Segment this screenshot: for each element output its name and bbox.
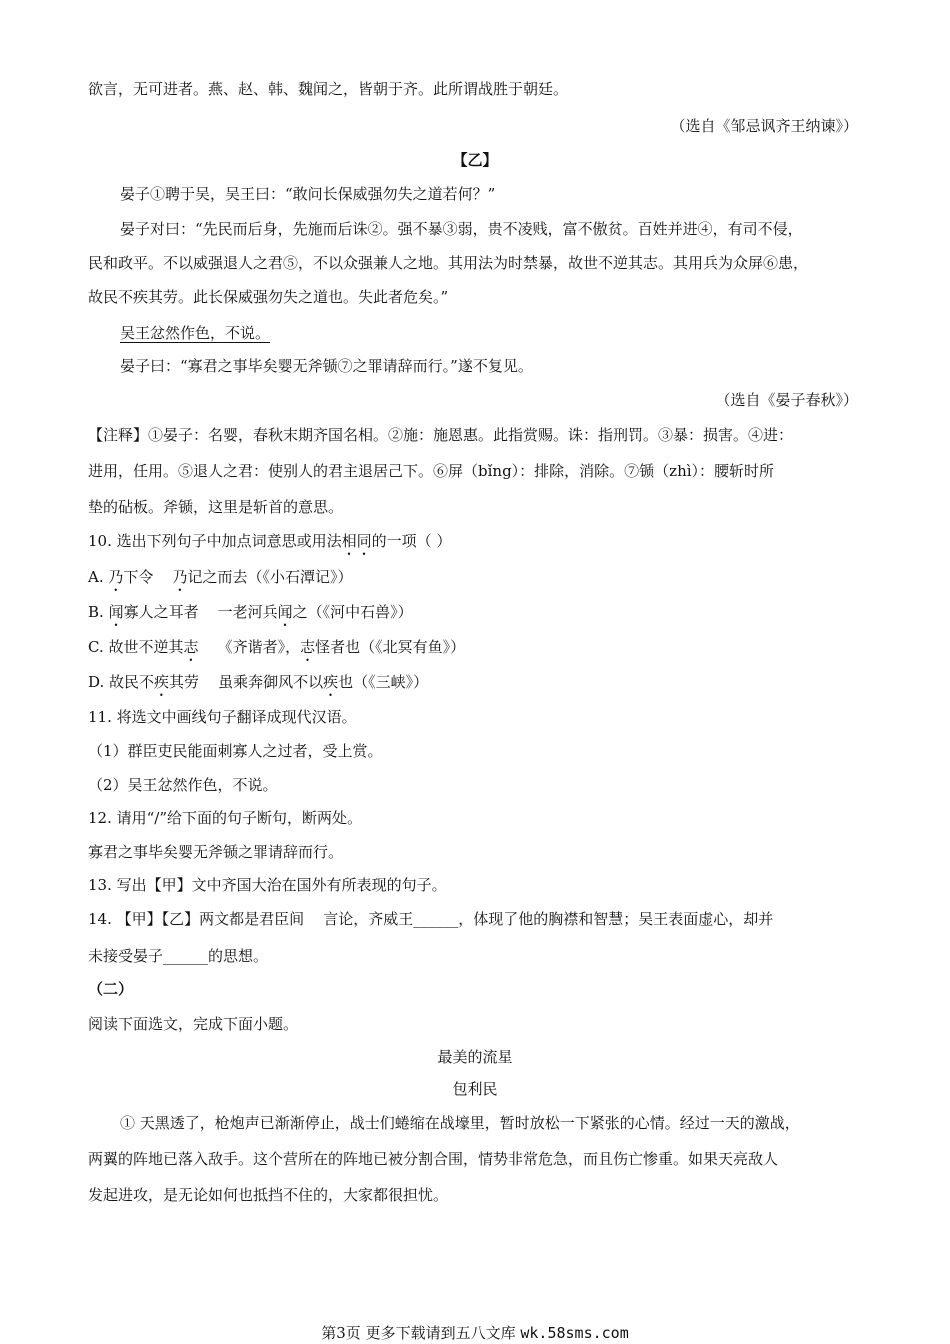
article-title: 最美的流星 [437,1048,513,1066]
source-yi: （选自《晏子春秋》） [715,391,858,409]
question-12-text: 寡君之事毕矣婴无斧锧之罪请辞而行。 [88,843,344,861]
question-11-sentence-1: （1）群臣吏民能面刺寡人之过者，受上赏。 [88,742,383,760]
yi-paragraph-2-line-3: 故民不疾其劳。此长保威强勿失之道也。失此者危矣。” [88,288,449,306]
footer-site-link[interactable]: wk.58sms.com [520,1324,629,1342]
question-14-line-2: 未接受晏子______的思想。 [88,947,269,965]
notes-line-2: 进用，任用。⑤退人之君：使别人的君主退居己下。⑥屏（bǐng）：排除，消除。⑦锧（zhì）：腰斩时所 [88,462,775,480]
question-10-option-c: C. 故世不逆其志 《齐谐者》，志怪者也（《北冥有鱼》） [88,638,466,656]
passage-jia-tail: 欲言，无可进者。燕、赵、韩、魏闻之，皆朝于齐。此所谓战胜于朝廷。 [88,80,569,98]
question-10-option-a: A. 乃下令 乃记之而去（《小石潭记》） [88,568,353,586]
article-paragraph-1-line-2: 两翼的阵地已落入敌手。这个营所在的阵地已被分割合围，情势非常危急，而且伤亡惨重。如果天亮敌人 [88,1150,779,1168]
section-heading-yi: 【乙】 [452,151,498,169]
yi-paragraph-3-underlined: 吴王忿然作色，不说。 [120,324,271,342]
yi-paragraph-2-line-2: 民和政平。不以威强退人之君⑤，不以众强兼人之地。其用法为时禁暴，故世不逆其志。其用兵为众屏⑥患， [88,254,809,272]
notes-line-1: 【注释】①晏子：名婴，春秋末期齐国名相。②施：施恩惠。此指赏赐。诛：指刑罚。③暴：损害。④进： [88,426,794,444]
section-2-label: （二） [88,980,134,998]
question-11-sentence-2: （2）吴王忿然作色，不说。 [88,776,278,794]
source-jia: （选自《邹忌讽齐王纳谏》） [670,117,858,135]
yi-paragraph-2-line-1: 晏子对曰：“先民而后身，先施而后诛②。强不暴③弱，贵不凌贱，富不傲贫。百姓并进④，有司不侵， [120,220,803,238]
yi-paragraph-4: 晏子曰：“寡君之事毕矣婴无斧锧⑦之罪请辞而行。”遂不复见。 [120,357,533,375]
question-12-stem: 12. 请用“/”给下面的句子断句，断两处。 [88,809,363,827]
question-14-line-1: 14. 【甲】【乙】两文都是君臣间 言论，齐威王______，体现了他的胸襟和智慧；吴王表面虚心，却并 [88,910,774,928]
question-13-stem: 13. 写出【甲】文中齐国大治在国外有所表现的句子。 [88,876,447,894]
notes-line-3: 垫的砧板。斧锧，这里是斩首的意思。 [88,498,344,516]
question-11-stem: 11. 将选文中画线句子翻译成现代汉语。 [88,708,357,726]
article-paragraph-1-line-1: ① 天黑透了，枪炮声已渐渐停止，战士们蜷缩在战壕里，暂时放松一下紧张的心情。经过一天的激战， [120,1114,800,1132]
section-2-instruction: 阅读下面选文，完成下面小题。 [88,1015,299,1033]
article-paragraph-1-line-3: 发起进攻，是无论如何也抵挡不住的，大家都很担忧。 [88,1186,449,1204]
yi-paragraph-1: 晏子①聘于吴，吴王曰：“敢问长保威强勿失之道若何？” [120,185,496,203]
question-10-option-d: D. 故民不疾其劳 虽乘奔御风不以疾也（《三峡》） [88,673,429,691]
emphasized-word: 相同 [341,532,372,550]
article-author: 包利民 [452,1080,498,1098]
question-10-stem: 10. 选出下列句子中加点词意思或用法相同的一项（ ） [88,532,452,550]
page-footer: 第3页 更多下载请到五八文库 wk.58sms.com [321,1324,629,1342]
question-10-option-b: B. 闻寡人之耳者 一老河兵闻之（《河中石兽》） [88,603,413,621]
